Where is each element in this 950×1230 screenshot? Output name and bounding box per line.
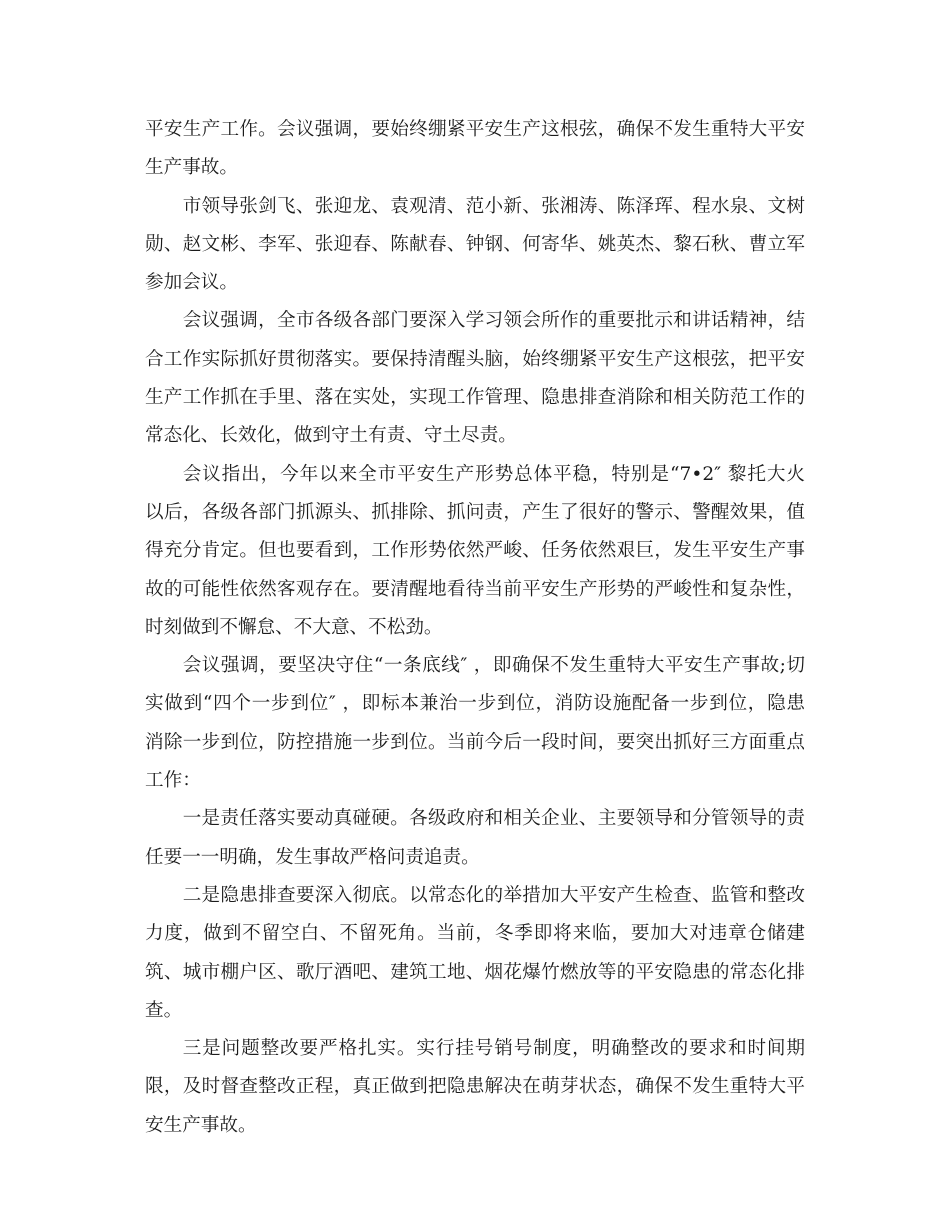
- paragraph: [145, 647, 805, 800]
- paragraph: [145, 188, 805, 303]
- paragraph-line: 生产事故。: [145, 157, 238, 179]
- paragraph-line: 参加会议。: [145, 272, 238, 294]
- paragraph-line: 任要一一明确，发生事故严格问责追责。: [145, 846, 480, 868]
- paragraph-line: 会议指出，今年以来全市平安生产形势总体平稳，特别是“7•2″ 黎托大火: [182, 463, 805, 485]
- paragraph: [145, 111, 805, 188]
- paragraph: [145, 302, 805, 455]
- paragraph-line: 会议强调，要坚决守住“一条底线″ ，即确保不发生重特大平安生产事故;切: [182, 655, 805, 677]
- paragraph-line: 平安生产工作。会议强调，要始终绷紧平安生产这根弦，确保不发生重特大平安: [145, 119, 805, 140]
- paragraph-line: 常态化、长效化，做到守土有责、守土尽责。: [145, 425, 517, 447]
- paragraph-line: 安生产事故。: [145, 1114, 257, 1136]
- paragraph-line: 查。: [145, 999, 183, 1021]
- paragraph: [145, 877, 805, 1030]
- paragraph-line: 二是隐患排查要深入彻底。以常态化的举措加大平安产生检查、监管和整改: [182, 884, 805, 906]
- paragraph-line: 实做到“四个一步到位″ ，即标本兼治一步到位，消防设施配备一步到位，隐患: [145, 693, 805, 715]
- paragraph-line: 会议强调，全市各级各部门要深入学习领会所作的重要批示和讲话精神，结: [182, 310, 805, 332]
- paragraph: [145, 1030, 805, 1145]
- paragraph: [145, 800, 805, 877]
- paragraph: [145, 456, 805, 647]
- paragraph-line: 力度，做到不留空白、不留死角。当前，冬季即将来临，要加大对违章仓储建: [145, 923, 805, 945]
- paragraph-line: 生产工作抓在手里、落在实处，实现工作管理、隐患排查消除和相关防范工作的: [145, 387, 805, 409]
- paragraph-line: 合工作实际抓好贯彻落实。要保持清醒头脑，始终绷紧平安生产这根弦，把平安: [145, 348, 805, 370]
- paragraph-line: 限，及时督查整改正程，真正做到把隐患解决在萌芽状态，确保不发生重特大平: [145, 1076, 805, 1098]
- paragraph-line: 一是责任落实要动真碰硬。各级政府和相关企业、主要领导和分管领导的责: [182, 808, 805, 830]
- paragraph-line: 以后，各级各部门抓源头、抓排除、抓问责，产生了很好的警示、警醒效果，值: [145, 501, 805, 523]
- paragraph-line: 消除一步到位，防控措施一步到位。当前今后一段时间，要突出抓好三方面重点: [145, 731, 805, 753]
- paragraph-line: 时刻做到不懈怠、不大意、不松劲。: [145, 616, 443, 638]
- paragraph-line: 工作：: [145, 770, 201, 792]
- paragraph-line: 故的可能性依然客观存在。要清醒地看待当前平安生产形势的严峻性和复杂性，: [145, 578, 805, 600]
- paragraph-line: 市领导张剑飞、张迎龙、袁观清、范小新、张湘涛、陈泽珲、程水泉、文树: [182, 195, 805, 217]
- paragraph-line: 勋、赵文彬、李军、张迎春、陈献春、钟钢、何寄华、姚英杰、黎石秋、曹立军: [145, 233, 805, 255]
- document-body: [145, 111, 805, 1145]
- paragraph-line: 得充分肯定。但也要看到，工作形势依然严峻、任务依然艰巨，发生平安生产事: [145, 540, 805, 562]
- paragraph-line: 筑、城市棚户区、歌厅酒吧、建筑工地、烟花爆竹燃放等的平安隐患的常态化排: [145, 961, 805, 983]
- paragraph-line: 三是问题整改要严格扎实。实行挂号销号制度，明确整改的要求和时间期: [182, 1038, 805, 1060]
